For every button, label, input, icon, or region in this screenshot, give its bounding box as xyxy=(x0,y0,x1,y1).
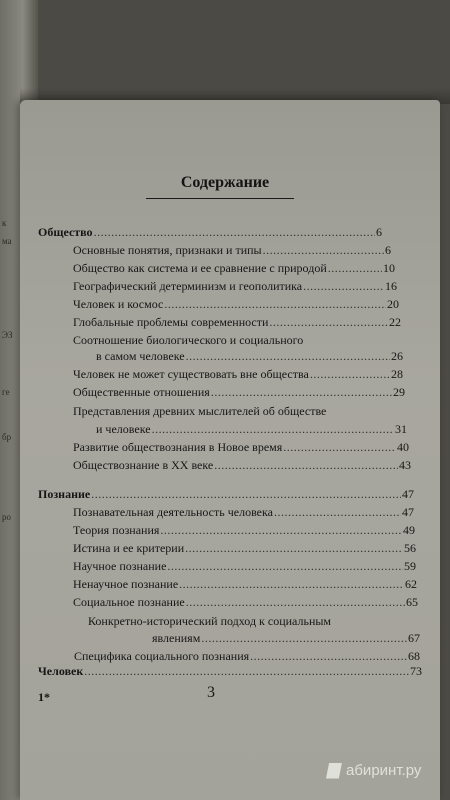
toc-entry xyxy=(96,422,407,436)
toc-page-number: 10 xyxy=(383,261,395,275)
toc-entry-label: Познавательная деятельность человека xyxy=(73,505,273,519)
toc-page-number: 40 xyxy=(397,440,409,454)
labyrinth-logo-icon xyxy=(326,763,342,779)
toc-entry-label: Истина и ее критерии xyxy=(73,541,185,555)
watermark xyxy=(326,762,421,779)
toc-entry-label: Общественные отношения xyxy=(73,385,210,399)
toc-page-number: 49 xyxy=(403,523,415,537)
toc-entry xyxy=(152,631,420,645)
toc-entry xyxy=(73,505,414,519)
left-page-fragment: бр xyxy=(2,432,12,442)
toc-page-number: 56 xyxy=(404,541,416,555)
toc-page-number: 43 xyxy=(399,458,411,472)
toc-entry-label: Общество как система и ее сравнение с природой xyxy=(73,261,327,275)
toc-page-number: 22 xyxy=(389,315,401,329)
toc-entry-label: и человеке xyxy=(96,422,151,436)
toc-page-number: 31 xyxy=(395,422,407,436)
toc-entry xyxy=(73,523,415,537)
toc-entry-label: Познание xyxy=(38,487,91,501)
toc-page-number: 26 xyxy=(391,349,403,363)
page-number: 3 xyxy=(207,684,215,701)
toc-entry xyxy=(73,458,411,472)
page-title: Содержание xyxy=(180,174,270,191)
toc-section-cognition xyxy=(38,487,414,501)
toc-page-number: 20 xyxy=(387,297,399,311)
toc-entry-label: Обществознание в XX веке xyxy=(73,458,214,472)
toc-entry-label: Представления древних мыслителей об обществе xyxy=(73,404,327,418)
toc-entry xyxy=(73,367,403,381)
signature-mark: 1* xyxy=(38,690,50,704)
watermark-text: абиринт.ру xyxy=(346,762,422,779)
toc-entry-label: Основные понятия, признаки и типы xyxy=(73,243,262,257)
toc-entry-label: Научное познание xyxy=(73,559,167,573)
toc-page-number: 6 xyxy=(385,243,391,257)
left-page-fragment: ге xyxy=(2,387,10,397)
toc-page-number: 62 xyxy=(405,577,417,591)
toc-entry-label: Человек и космос xyxy=(73,297,164,311)
toc-section-society xyxy=(38,225,382,239)
toc-page-number: 65 xyxy=(406,595,418,609)
toc-entry xyxy=(73,297,399,311)
toc-page-number: 67 xyxy=(408,631,420,645)
toc-entry-label: Теория познания xyxy=(73,523,160,537)
toc-page-number: 59 xyxy=(404,559,416,573)
toc-entry-label: Конкретно-исторический подход к социальным xyxy=(88,614,332,628)
toc-entry xyxy=(73,577,417,591)
toc-entry xyxy=(73,559,416,573)
toc-entry-label: Человек не может существовать вне общества xyxy=(73,367,309,381)
toc-entry xyxy=(73,385,405,399)
left-page-fragment: ро xyxy=(2,512,11,522)
toc-entry xyxy=(73,279,397,293)
toc-entry xyxy=(73,595,418,609)
toc-page-number: 6 xyxy=(376,225,382,239)
toc-entry xyxy=(73,261,395,275)
toc-entry-label: Развитие обществознания в Новое время xyxy=(73,440,283,454)
title-underline xyxy=(146,198,294,199)
toc-entry xyxy=(74,649,420,663)
toc-entry xyxy=(73,440,409,454)
toc-entry xyxy=(73,243,391,257)
toc-page-number: 73 xyxy=(410,664,422,678)
toc-entry-label: Специфика социального познания xyxy=(74,649,250,663)
toc-entry-label: Глобальные проблемы современности xyxy=(73,315,269,329)
left-page-fragment: к xyxy=(2,218,7,228)
toc-entry-label: Человек xyxy=(38,664,84,678)
toc-section-human xyxy=(38,664,422,678)
toc-entry-label: Ненаучное познание xyxy=(73,577,179,591)
toc-page-number: 47 xyxy=(402,505,414,519)
toc-entry-label: Общество xyxy=(38,225,93,239)
left-page-fragment: ЭЗ xyxy=(2,330,13,340)
toc-page-number: 29 xyxy=(393,385,405,399)
toc-entry-label: в самом человеке xyxy=(96,349,185,363)
toc-page-number: 47 xyxy=(402,487,414,501)
toc-entry-label: Географический детерминизм и геополитика xyxy=(73,279,303,293)
left-page-fragment: ма xyxy=(2,236,12,246)
toc-entry xyxy=(73,541,416,555)
toc-entry-label: Соотношение биологического и социального xyxy=(73,333,304,347)
toc-entry-label: явлениям xyxy=(152,631,201,645)
toc-page-number: 28 xyxy=(391,367,403,381)
toc-page-number: 16 xyxy=(385,279,397,293)
toc-entry xyxy=(96,349,403,363)
toc-entry-label: Социальное познание xyxy=(73,595,185,609)
toc-entry xyxy=(73,315,401,329)
toc-page-number: 68 xyxy=(408,649,420,663)
